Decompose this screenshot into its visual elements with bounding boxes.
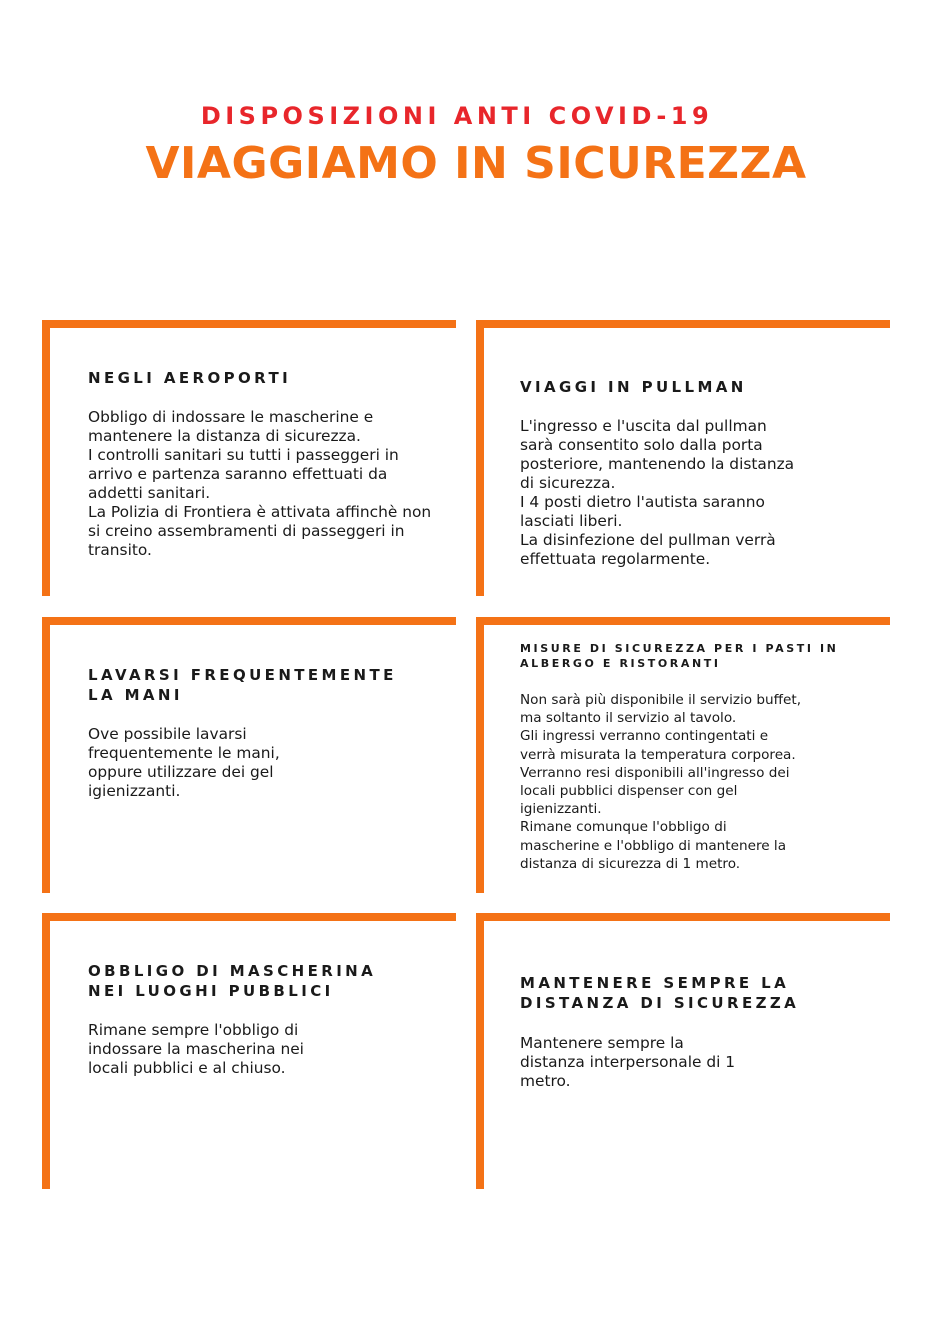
card-body: Rimane sempre l'obbligo di indossare la mascherina nei locali pubblici e al chiuso.	[88, 1021, 304, 1077]
card-bus-travel	[476, 320, 890, 596]
card-airports	[42, 320, 456, 596]
card-heading: VIAGGI IN PULLMAN	[520, 378, 747, 396]
card-heading: MISURE DI SICUREZZA PER I PASTI IN ALBERGO E RISTORANTI	[520, 642, 839, 670]
card-body: Mantenere sempre la distanza interpersonale di 1 metro.	[520, 1034, 736, 1090]
card-distancing	[476, 913, 890, 1189]
card-meal-safety	[476, 617, 890, 893]
card-body: Non sarà più disponibile il servizio buffet, ma soltanto il servizio al tavolo. Gli ingressi verranno contingentati e verrà misurata la temperatura corporea. Verranno resi disponibili all'ingresso dei locali pubblici dispenser con gel igienizzanti. Rimane comunque l'obbligo di mascherine e l'obbligo di mantenere la distanza di sicurezza di 1 metro.	[520, 692, 802, 872]
card-mask-obligation	[42, 913, 456, 1189]
page-title: VIAGGIAMO IN SICUREZZA	[145, 138, 807, 189]
card-body: Obbligo di indossare le mascherine e mantenere la distanza di sicurezza. I controlli sanitari su tutti i passeggeri in arrivo e partenza saranno effettuati da addetti sanitari. La Polizia di Frontiera è attivata affinchè non si creino assembramenti di passeggeri in transito.	[88, 408, 432, 559]
card-body: Ove possibile lavarsi frequentemente le mani, oppure utilizzare dei gel igienizzanti.	[88, 725, 280, 800]
card-heading: OBBLIGO DI MASCHERINA NEI LUOGHI PUBBLICI	[88, 962, 377, 1000]
card-heading: MANTENERE SEMPRE LA DISTANZA DI SICUREZZA	[520, 974, 800, 1012]
card-heading: LAVARSI FREQUENTEMENTE LA MANI	[88, 666, 397, 704]
card-body: L'ingresso e l'uscita dal pullman sarà consentito solo dalla porta posteriore, mantenendo la distanza di sicurezza. I 4 posti dietro l'autista saranno lasciati liberi. La disinfezione del pullman verrà effettuata regolarmente.	[520, 417, 795, 568]
card-heading: NEGLI AEROPORTI	[88, 369, 292, 387]
card-hand-washing	[42, 617, 456, 893]
page-subtitle: DISPOSIZIONI ANTI COVID-19	[200, 102, 714, 130]
